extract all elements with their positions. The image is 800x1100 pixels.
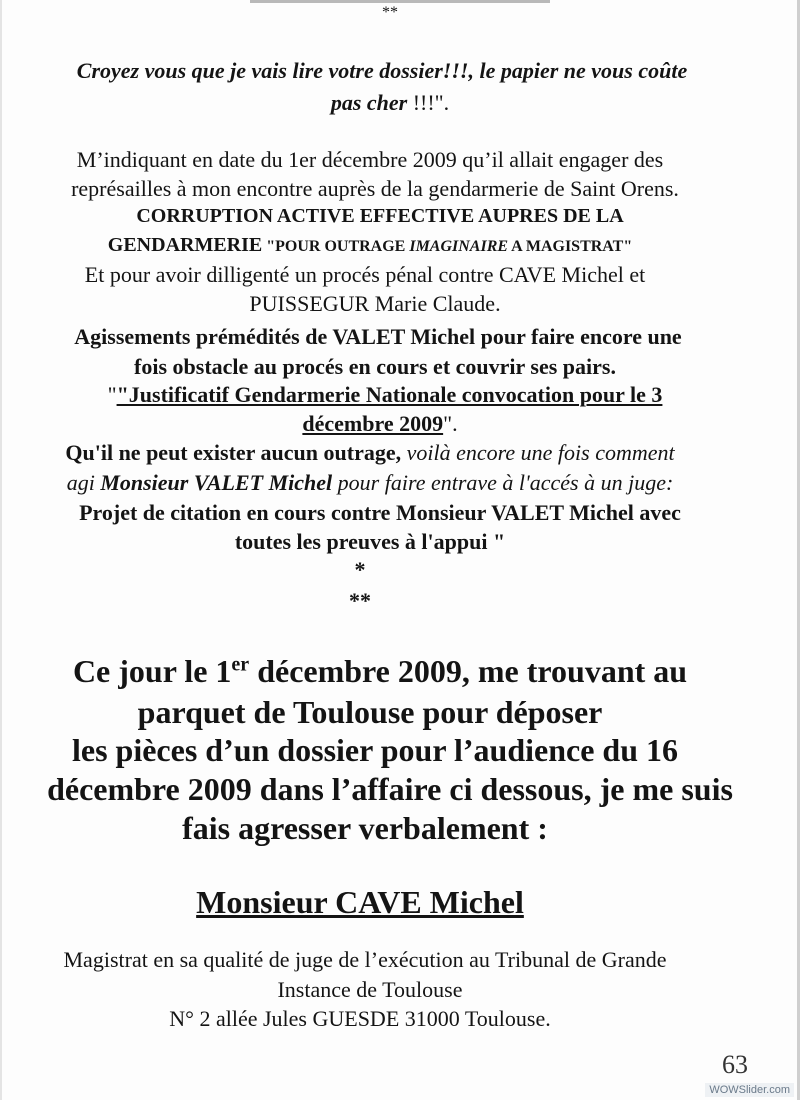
scan-top-edge xyxy=(250,0,550,3)
watermark-text: WOWSlider.com xyxy=(705,1083,794,1097)
big-line-5: fais agresser verbalement : xyxy=(182,810,548,846)
name-heading: Monsieur CAVE Michel xyxy=(196,884,524,920)
big-line-4: décembre 2009 dans l’affaire ci dessous, je me suis xyxy=(47,771,733,807)
para1-line-6: PUISSEGUR Marie Claude. xyxy=(249,291,501,316)
outrage-prefix: "POUR OUTRAGE xyxy=(262,238,410,255)
para2-line-3: ""Justificatif Gendarmerie Nationale convocation pour le 3 xyxy=(107,382,663,407)
address-line-2: Instance de Toulouse xyxy=(277,977,463,1002)
big-line-2: parquet de Toulouse pour déposer xyxy=(137,694,603,730)
justificatif-link-text: "Justificatif Gendarmerie Nationale convocation pour le 3 xyxy=(116,382,663,407)
para3-line-4: toutes les preuves à l'appui " xyxy=(234,529,506,554)
para1-line-3: CORRUPTION ACTIVE EFFECTIVE AUPRES DE LA xyxy=(136,205,624,227)
para3-line-1: Qu'il ne peut exister aucun outrage, voilà encore une fois comment xyxy=(65,440,675,465)
outrage-suffix: A MAGISTRAT" xyxy=(508,238,633,255)
quote-line-2 xyxy=(0,90,780,116)
para3-line-2: agi Monsieur VALET Michel pour faire entrave à l'accés à un juge: xyxy=(66,470,674,495)
para2-line-1: Agissements prémédités de VALET Michel pour faire encore une xyxy=(74,324,682,349)
date-underlined: décembre 2009 xyxy=(302,411,444,436)
para2-line-4: décembre 2009". xyxy=(302,411,458,436)
address-line-3: N° 2 allée Jules GUESDE 31000 Toulouse. xyxy=(169,1006,551,1031)
gendarmerie-word: GENDARMERIE xyxy=(107,234,263,256)
separator-stars-top: ** xyxy=(382,4,398,21)
separator-stars: ** xyxy=(349,588,371,613)
separator-star: * xyxy=(354,557,366,582)
para1-line-2: représailles à mon encontre auprès de la gendarmerie de Saint Orens. xyxy=(71,176,679,201)
para1-line-4 xyxy=(0,234,770,257)
quote-pas-cher: pas cher xyxy=(330,90,408,115)
imaginaire-word: IMAGINAIRE xyxy=(409,238,509,255)
para1-line-5: Et pour avoir dilligenté un procés pénal contre CAVE Michel et xyxy=(84,262,646,287)
valet-name-italic: Monsieur VALET Michel xyxy=(100,470,333,495)
address-line-1: Magistrat en sa qualité de juge de l’exécution au Tribunal de Grande xyxy=(63,947,667,972)
quote-line-1: Croyez vous que je vais lire votre dossier!!!, le papier ne vous coûte xyxy=(76,58,688,83)
para3-line-3: Projet de citation en cours contre Monsieur VALET Michel avec xyxy=(79,500,681,525)
big-line-3: les pièces d’un dossier pour l’audience du 16 xyxy=(71,732,678,768)
page-number-handwritten: 63 xyxy=(722,1050,748,1079)
para2-line-2: fois obstacle au procés en cours et couvrir ses pairs. xyxy=(134,354,616,379)
big-line-1: Ce jour le 1er décembre 2009, me trouvant au xyxy=(72,653,688,689)
para1-line-1: M’indiquant en date du 1er décembre 2009 qu’il allait engager des xyxy=(76,147,664,172)
quote-exclaim: !!!". xyxy=(407,90,450,115)
